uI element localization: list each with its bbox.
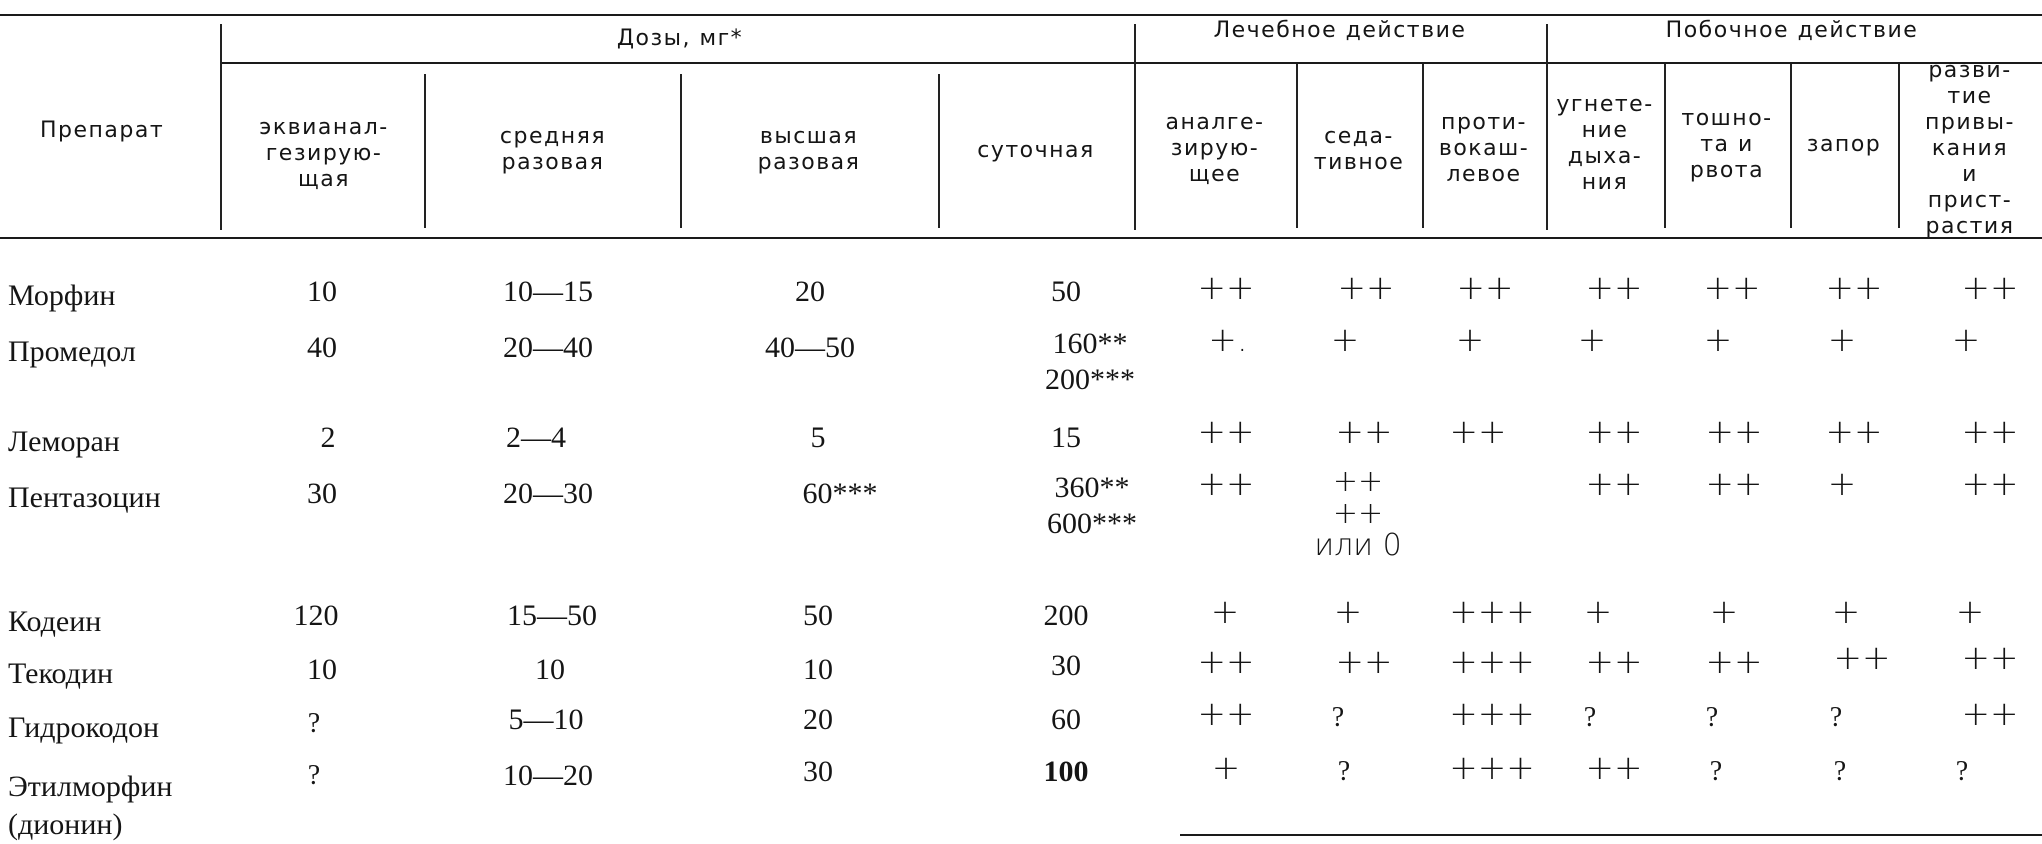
nausea-mark: ++ [1705, 642, 1763, 682]
max-dose: 50 [803, 599, 833, 632]
antitussive-mark: ++ [1449, 412, 1507, 452]
daily-dose: 60 [1051, 703, 1081, 736]
max-dose: 10 [803, 653, 833, 686]
resp-mark: ++ [1585, 412, 1643, 452]
daily-dose: 160** 200*** [1045, 327, 1135, 396]
resp-mark: ++ [1585, 748, 1643, 788]
analgesic-mark: ++ [1197, 694, 1255, 734]
header-doses-group: Дозы, мг* [616, 26, 744, 51]
vline-naus [1790, 64, 1792, 228]
antitussive-mark: ++ [1456, 268, 1514, 308]
header-analgesic: аналге- зирую- щее [1165, 110, 1265, 187]
equi-dose: 10 [307, 275, 337, 308]
max-dose: 30 [803, 755, 833, 788]
header-nausea: тошно- та и рвота [1681, 106, 1773, 183]
max-dose: 5 [810, 421, 826, 454]
avg-dose: 15—50 [507, 599, 597, 632]
sedative-mark: ++ [1335, 412, 1393, 452]
constipation-mark: + [1827, 464, 1857, 504]
header-max-single: высшая разовая [757, 124, 861, 175]
drug-name: Леморан [8, 425, 120, 458]
nausea-mark: ++ [1705, 464, 1763, 504]
addiction-mark: ? [1955, 756, 1969, 787]
resp-mark: ? [1583, 702, 1597, 733]
analgesic-mark: ++ [1197, 268, 1255, 308]
header-avg-single: средняя разовая [499, 124, 607, 175]
equi-dose: 30 [307, 477, 337, 510]
constipation-mark: ++ [1825, 268, 1883, 308]
avg-dose: 20—30 [503, 477, 593, 510]
vline-doses-end [1134, 24, 1136, 230]
header-bottom-rule [0, 237, 2042, 239]
nausea-mark: ? [1709, 756, 1723, 787]
antitussive-mark: +++ [1449, 748, 1535, 788]
vline-max [938, 74, 940, 228]
therapeutic-group-rule [1136, 62, 1546, 64]
addiction-mark: ++ [1961, 638, 2019, 678]
resp-mark: + [1577, 320, 1607, 360]
resp-mark: + [1583, 592, 1613, 632]
header-constipation: запор [1806, 132, 1882, 157]
vline-drug [220, 24, 222, 230]
analgesic-mark: +. [1208, 320, 1248, 360]
addiction-mark: + [1955, 592, 1985, 632]
sedative-mark: ? [1331, 702, 1345, 733]
header-equianalgesic: эквианал- гезирую- щая [259, 115, 389, 192]
equi-dose: ? [307, 760, 321, 791]
nausea-mark: ++ [1703, 268, 1761, 308]
constipation-mark: ? [1829, 702, 1843, 733]
max-dose: 20 [795, 275, 825, 308]
constipation-mark: + [1831, 592, 1861, 632]
analgesic-mark: ++ [1197, 464, 1255, 504]
sedative-mark: + [1330, 320, 1360, 360]
drug-name: Кодеин [8, 605, 102, 638]
antitussive-mark: +++ [1449, 592, 1535, 632]
daily-dose: 30 [1051, 649, 1081, 682]
constipation-mark: ++ [1833, 638, 1891, 678]
addiction-mark: ++ [1961, 464, 2019, 504]
header-daily: суточная [977, 138, 1095, 163]
avg-dose: 20—40 [503, 331, 593, 364]
table-top-rule [0, 14, 2042, 16]
vline-resp [1664, 64, 1666, 228]
drug-name: Гидрокодон [8, 711, 160, 744]
daily-dose: 100 [1043, 755, 1089, 788]
vline-const [1898, 64, 1900, 228]
header-addiction: разви- тие привы- кания и прист- растия [1925, 58, 2015, 239]
vline-therapeutic-end [1546, 24, 1548, 230]
nausea-mark: + [1709, 592, 1739, 632]
drug-name: Морфин [8, 279, 116, 312]
nausea-mark: ++ [1705, 412, 1763, 452]
addiction-mark: ++ [1961, 412, 2019, 452]
max-dose: 40—50 [765, 331, 855, 364]
header-therapeutic-group: Лечебное действие [1213, 18, 1467, 43]
sedative-mark: ++ [1335, 642, 1393, 682]
sedative-mark: + [1333, 592, 1363, 632]
drug-name: Этилморфин (дионин) [8, 770, 173, 841]
nausea-mark: + [1703, 320, 1733, 360]
vline-analg [1296, 64, 1298, 228]
avg-dose: 10—20 [503, 759, 593, 792]
daily-dose: 360** 600*** [1047, 471, 1137, 540]
vline-avg [680, 74, 682, 228]
antitussive-mark: +++ [1449, 694, 1535, 734]
antitussive-mark: + [1455, 320, 1485, 360]
equi-dose: ? [307, 708, 321, 739]
nausea-mark: ? [1705, 702, 1719, 733]
header-side-group: Побочное действие [1665, 18, 1919, 43]
constipation-mark: ? [1833, 756, 1847, 787]
sedative-mark: ++ [1337, 268, 1395, 308]
addiction-mark: ++ [1961, 268, 2019, 308]
sedative-mark: ? [1337, 756, 1351, 787]
equi-dose: 120 [293, 599, 339, 632]
resp-mark: ++ [1585, 642, 1643, 682]
vline-sed [1422, 64, 1424, 228]
addiction-mark: + [1951, 320, 1981, 360]
resp-mark: ++ [1585, 464, 1643, 504]
analgesic-mark: ++ [1197, 642, 1255, 682]
antitussive-mark: +++ [1449, 642, 1535, 682]
doses-group-rule [222, 62, 1134, 64]
equi-dose: 10 [307, 653, 337, 686]
resp-mark: ++ [1585, 268, 1643, 308]
max-dose: 20 [803, 703, 833, 736]
equi-dose: 40 [307, 331, 337, 364]
analgesic-mark: + [1211, 748, 1241, 788]
sedative-mark: ++ ++ или 0 [1314, 464, 1402, 563]
header-antitussive: проти- вокаш- левое [1438, 110, 1530, 187]
avg-dose: 5—10 [508, 703, 584, 736]
header-resp-depression: угнете- ние дыха- ния [1556, 92, 1654, 195]
vline-equi [424, 74, 426, 228]
daily-dose: 50 [1051, 275, 1081, 308]
avg-dose: 10 [535, 653, 565, 686]
analgesic-mark: + [1210, 592, 1240, 632]
equi-dose: 2 [320, 421, 336, 454]
daily-dose: 200 [1043, 599, 1089, 632]
constipation-mark: + [1827, 320, 1857, 360]
max-dose: 60*** [802, 477, 878, 510]
addiction-mark: ++ [1961, 694, 2019, 734]
drug-name: Текодин [8, 657, 114, 690]
avg-dose: 10—15 [503, 275, 593, 308]
analgesic-mark: ++ [1197, 412, 1255, 452]
drug-name: Пентазоцин [8, 481, 161, 514]
drug-name: Промедол [8, 335, 136, 368]
header-sedative: седа- тивное [1313, 124, 1405, 175]
daily-dose: 15 [1051, 421, 1081, 454]
avg-dose: 2—4 [506, 421, 566, 454]
header-drug: Препарат [40, 118, 165, 143]
table-bottom-rule [1180, 834, 2042, 836]
constipation-mark: ++ [1825, 412, 1883, 452]
